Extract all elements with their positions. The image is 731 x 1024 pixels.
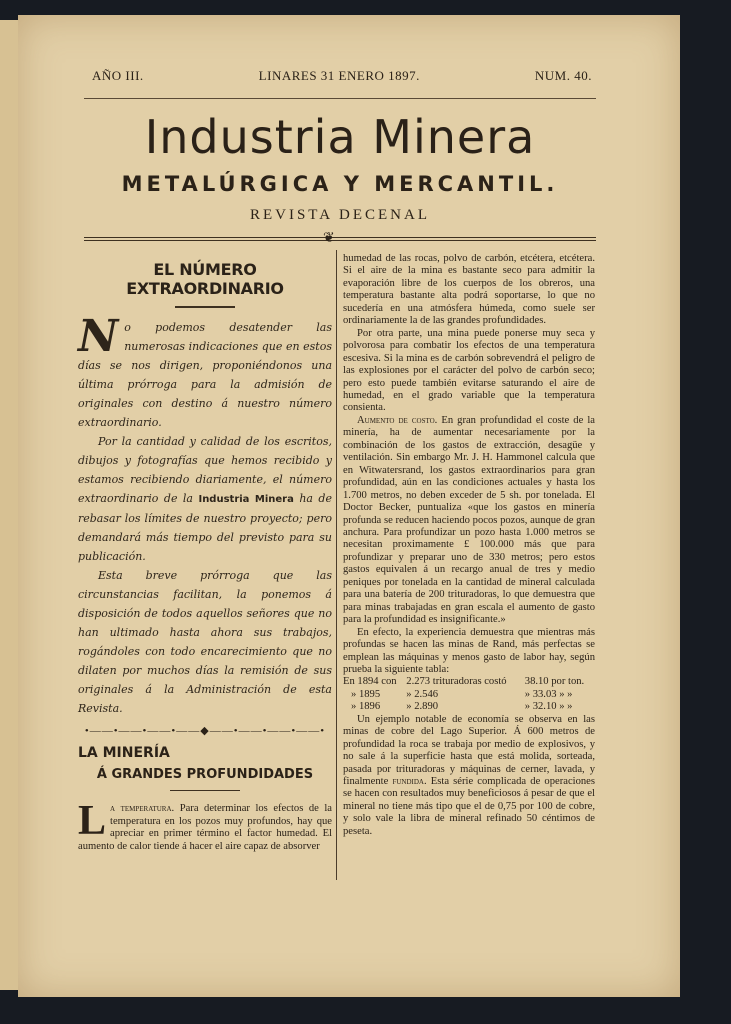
article2-title-line2: Á GRANDES PROFUNDIDADES [96, 767, 314, 782]
masthead-subtitle: METALÚRGICA Y MERCANTIL. [121, 172, 559, 196]
column-divider [336, 250, 337, 880]
right-p2: Por otra parte, una mina puede ponerse muy seca y polvorosa para combatir los efectos de una temperatura escesiva. Si la mina es de carbón sobrevendrá el peligro de las explosiones por el carácter del polvo de carbón seco; pero esto puede también evitarse saturando el aire de humedad, en el grado variable que la temperatura consienta. [343, 327, 595, 414]
left-column [78, 255, 332, 853]
masthead-title: Industria Minera [144, 110, 536, 164]
header-rule [84, 98, 596, 99]
ornament-icon: ❦ [323, 231, 335, 246]
title-rule [175, 306, 235, 308]
article2-text: Para determinar los efectos de la temperatura en los pozos muy profundos, hay que apreciar en primer término el factor humedad. El aumento de calor tiende á hacer el aire capaz de absorver [78, 803, 332, 852]
issue-year: AÑO III. [92, 68, 144, 83]
dotted-ornament-rule: •——•——•——•——◆——•——•——•——• [84, 725, 326, 737]
table-row: » 1895 » 2.546 » 33.03 » » [351, 688, 573, 700]
article2-body [78, 798, 332, 853]
ornamental-rule [84, 237, 596, 241]
cost-table [343, 676, 595, 713]
right-column [343, 253, 595, 838]
right-p4: En efecto, la experiencia demuestra que mientras más profundas se hacen las minas de Rand, más perfectas se emplean las máquinas y menos gasto de labor hay, según prueba la siguiente tabla: [343, 626, 595, 675]
page-edge [0, 20, 18, 990]
issue-place-date: LINARES 31 ENERO 1897. [258, 68, 420, 83]
table-row: En 1894 con 2.273 trituradoras costó 38.10 por ton. [343, 676, 585, 688]
issue-number: NUM. 40. [534, 68, 592, 83]
issue-header [92, 66, 592, 86]
brand-name: Industria Minera [198, 494, 294, 505]
article2-rule [170, 790, 240, 791]
masthead-tagline: REVISTA DECENAL [249, 207, 431, 223]
article1-p2: Por la cantidad y calidad de los escritos, dibujos y fotografías que hemos recibido y estamos recibiendo diariamente, el número extraordinario de la Industria Minera ha de rebasar los límites de nuestro proyecto; pero demandará más tiempo del previsto para su publicación. [78, 435, 332, 563]
article2-lead: a temperatura. [110, 803, 175, 814]
dropcap-n: N [78, 311, 119, 362]
article2-title-line1: LA MINERÍA [78, 745, 170, 761]
table-row: » 1896 » 2.890 » 32.10 » » [351, 701, 573, 713]
right-p5: Un ejemplo notable de economía se observa en las minas de cobre del Lago Superior. Á 600 metros de profundidad la roca se trabaja por medio de explosivos, y no sale á la superficie hasta que está molida, sorteada, pasada por trituradoras y máquinas de cerner, lavada, y finalmente fundida. Esta série complicada de operaciones se hacen con resultados muy beneficiosos á pesar de que el mineral no tiene más tipo que el de 0,75 por 100 de cobre, y solo vale la libra de mineral refinado 50 céntimos de peseta. [343, 713, 596, 837]
dropcap-l: L [78, 798, 107, 844]
article1-body [78, 311, 332, 718]
article1-p1: o podemos desatender las numerosas indicaciones que en estos días se nos dirigen, proponiéndonos una última prórroga para la admisión de originales con destino á nuestro número extraordinario. [78, 321, 332, 429]
right-p3: Aumento de costo. En gran profundidad el coste de la minería, ha de aumentar necesariamente por la combinación de los gastos de extracción, desagüe y ventilación. Sin embargo Mr. J. H. Hammonel calcula que en Witwatersrand, los gastos extraordinarios para gran profundidad, aún en las condiciones actuales y hasta los 1.700 metros, no deben exceder de 5 sh. por tonelada. El Doctor Becker, puntualiza «que los gastos en minería profunda se reducen haciendo pocos pozos, aunque de gran anchura. Para profundizar un pozo hasta 1.000 metros se necesitan proximamente £ 100.000 más que para profundizar y preparar uno de 330 metros; pero estos gastos equivalen á un recargo anual de tres y medio peniques por tonelada en la cantidad de mineral calculada para una batería de 200 trituradoras, lo que demuestra que para minas trabajadas en gran escala el aumento de gasto para la profundidad es insignificante.» [343, 414, 595, 626]
right-p1: humedad de las rocas, polvo de carbón, etcétera, etcétera. Si el aire de la mina es bastante seco para admitir la evaporación libre de los cuerpos de los obreros, una temperatura bastante alta podrá soportarse, lo que no sucedería en una atmósfera húmeda, como suele ser ordinariamente la de las grandes profundidades. [343, 253, 595, 327]
article1-title: EL NÚMERO EXTRAORDINARIO [126, 260, 284, 298]
article1-p3: Esta breve prórroga que las circunstancias facilitan, la ponemos á disposición de todos aquellos señores que no han ultimado hasta ahora sus trabajos, rogándoles con todo encarecimiento que no dilaten por muchos días la remisión de sus originales á la Administración de esta Revista. [78, 569, 332, 715]
